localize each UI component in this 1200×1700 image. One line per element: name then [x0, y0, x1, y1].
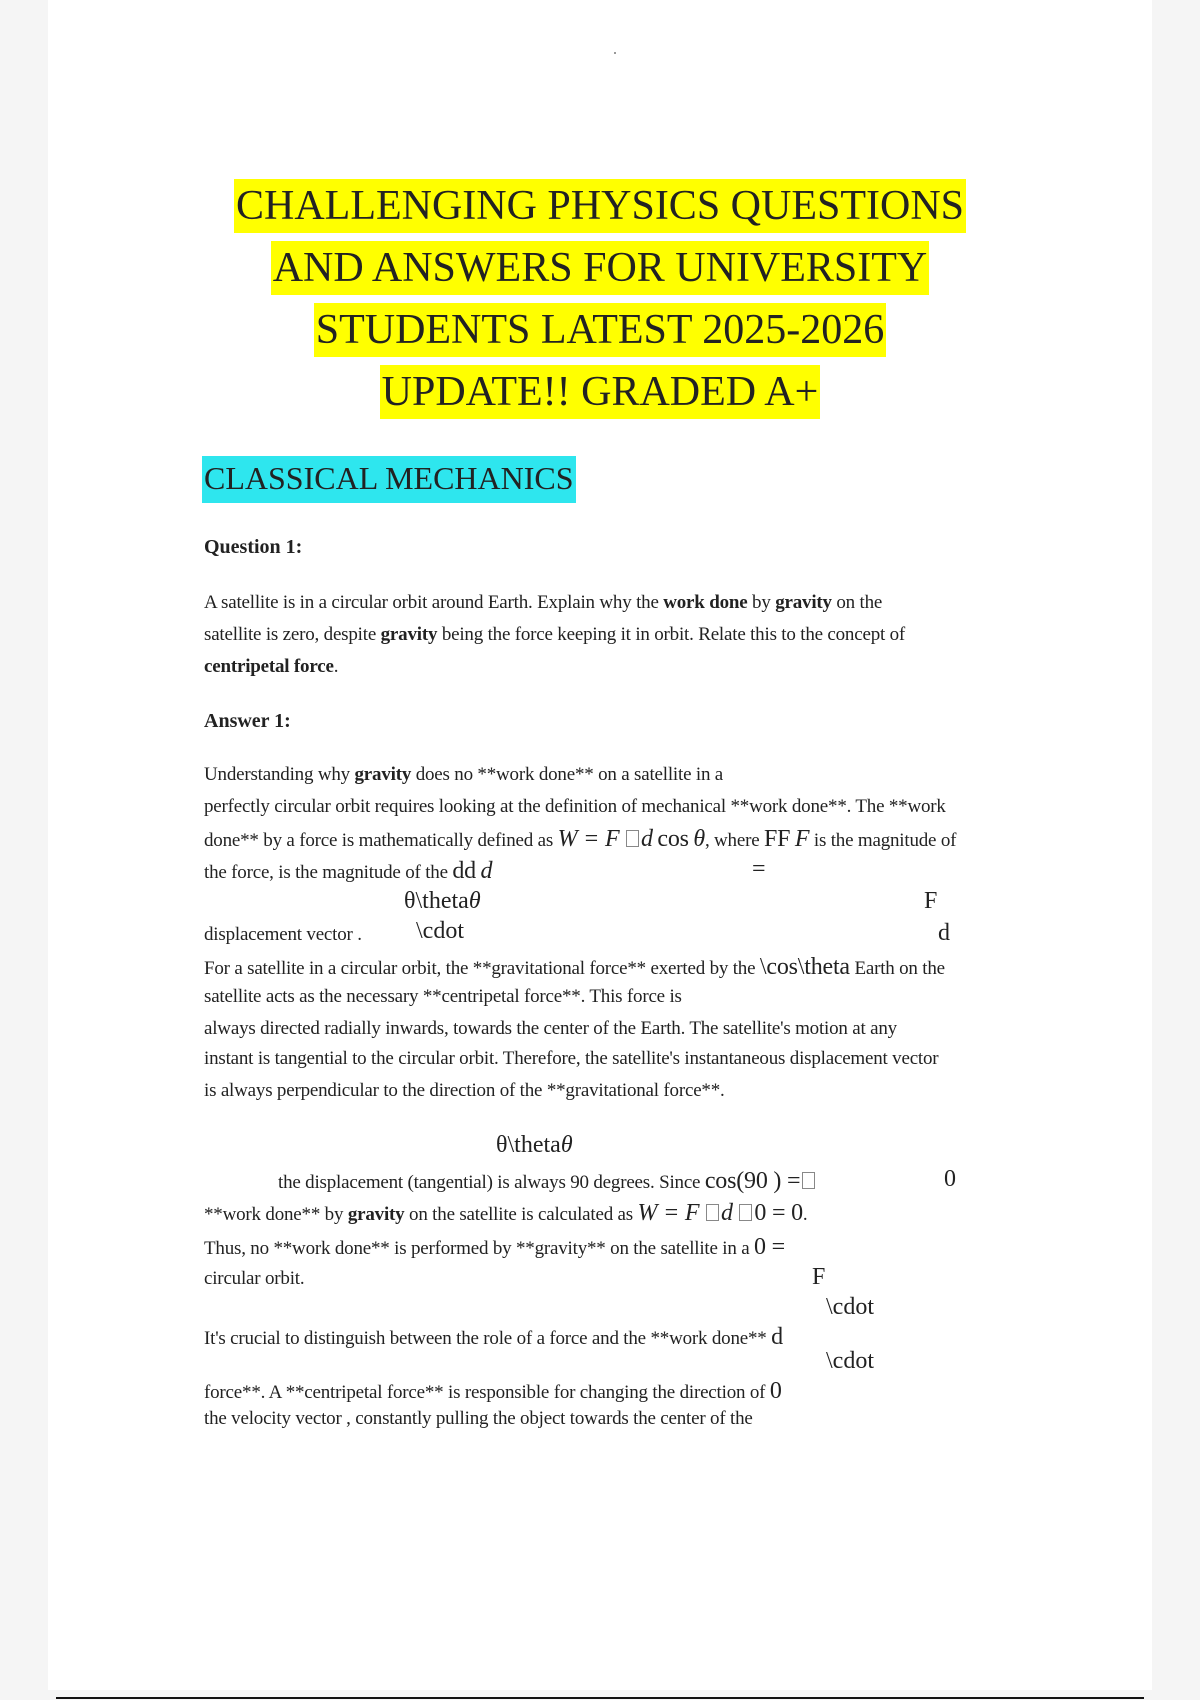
title-line-2: AND ANSWERS FOR UNIVERSITY: [0, 242, 1200, 294]
answer-p1-line-11: is always perpendicular to the direction of the **gravitational force**.: [204, 1080, 725, 1101]
answer-p1-line-2: perfectly circular orbit requires looking at the definition of mechanical **work done**. The **work: [204, 796, 946, 817]
answer-p2-line-1: the displacement (tangential) is always 90 degrees. Since cos(90 ) =: [278, 1168, 817, 1195]
zero-fragment: 0: [944, 1166, 956, 1192]
answer-p2-line-8: force**. A **centripetal force** is responsible for changing the direction of 0: [204, 1378, 782, 1404]
d-fragment: d: [938, 920, 950, 946]
answer-p1-line-3: done** by a force is mathematically defined as W = F d cos θ, where FF F is the magnitude of: [204, 826, 957, 852]
answer-p1-line-6: displacement vector .: [204, 924, 362, 945]
answer-p2-line-6: It's crucial to distinguish between the role of a force and the **work done** d: [204, 1324, 783, 1350]
theta-fragment: θ\thetaθ: [404, 888, 481, 914]
section-heading: CLASSICAL MECHANICS: [202, 456, 576, 503]
answer-p1-line-10: instant is tangential to the circular orbit. Therefore, the satellite's instantaneous displacement vector: [204, 1048, 939, 1069]
question-line-1: A satellite is in a circular orbit around Earth. Explain why the work done by gravity on the: [204, 592, 883, 613]
answer-p1-line-4: the force, is the magnitude of the dd d: [204, 858, 493, 884]
bottom-rule: [56, 1697, 1144, 1699]
cdot-fragment-2: \cdot: [826, 1294, 874, 1320]
answer-p1-line-9: always directed radially inwards, towards the center of the Earth. The satellite's motion at any: [204, 1018, 897, 1039]
answer-label: Answer 1:: [204, 710, 291, 732]
title-line-1: CHALLENGING PHYSICS QUESTIONS: [0, 180, 1200, 232]
answer-p2-line-2: **work done** by gravity on the satellite is calculated as W = F d 0 = 0.: [204, 1200, 808, 1226]
title-line-3: STUDENTS LATEST 2025-2026: [0, 304, 1200, 356]
answer-p1-line-1: Understanding why gravity does no **work done** on a satellite in a: [204, 764, 724, 785]
answer-p1-line-8: satellite acts as the necessary **centripetal force**. This force is: [204, 986, 682, 1007]
answer-p1-line-7: For a satellite in a circular orbit, the **gravitational force** exerted by the \cos\theta Earth on the: [204, 954, 945, 980]
cdot-fragment-3: \cdot: [826, 1348, 874, 1374]
theta-fragment-2: θ\thetaθ: [496, 1132, 573, 1158]
F-fragment: F: [924, 888, 938, 914]
scan-speck: [614, 52, 616, 54]
answer-p2-line-3: Thus, no **work done** is performed by **gravity** on the satellite in a 0 =: [204, 1234, 785, 1260]
question-line-3: centripetal force.: [204, 656, 339, 677]
title-line-4: UPDATE!! GRADED A+: [0, 366, 1200, 418]
question-label: Question 1:: [204, 536, 303, 558]
answer-p2-line-4: circular orbit.: [204, 1268, 305, 1289]
answer-p2-line-9: the velocity vector , constantly pulling the object towards the center of the: [204, 1408, 753, 1429]
question-line-2: satellite is zero, despite gravity being the force keeping it in orbit. Relate this to the concept of: [204, 624, 906, 645]
F-fragment-2: F: [812, 1264, 826, 1290]
cdot-fragment: \cdot: [416, 918, 464, 944]
equals-fragment: =: [752, 856, 766, 882]
